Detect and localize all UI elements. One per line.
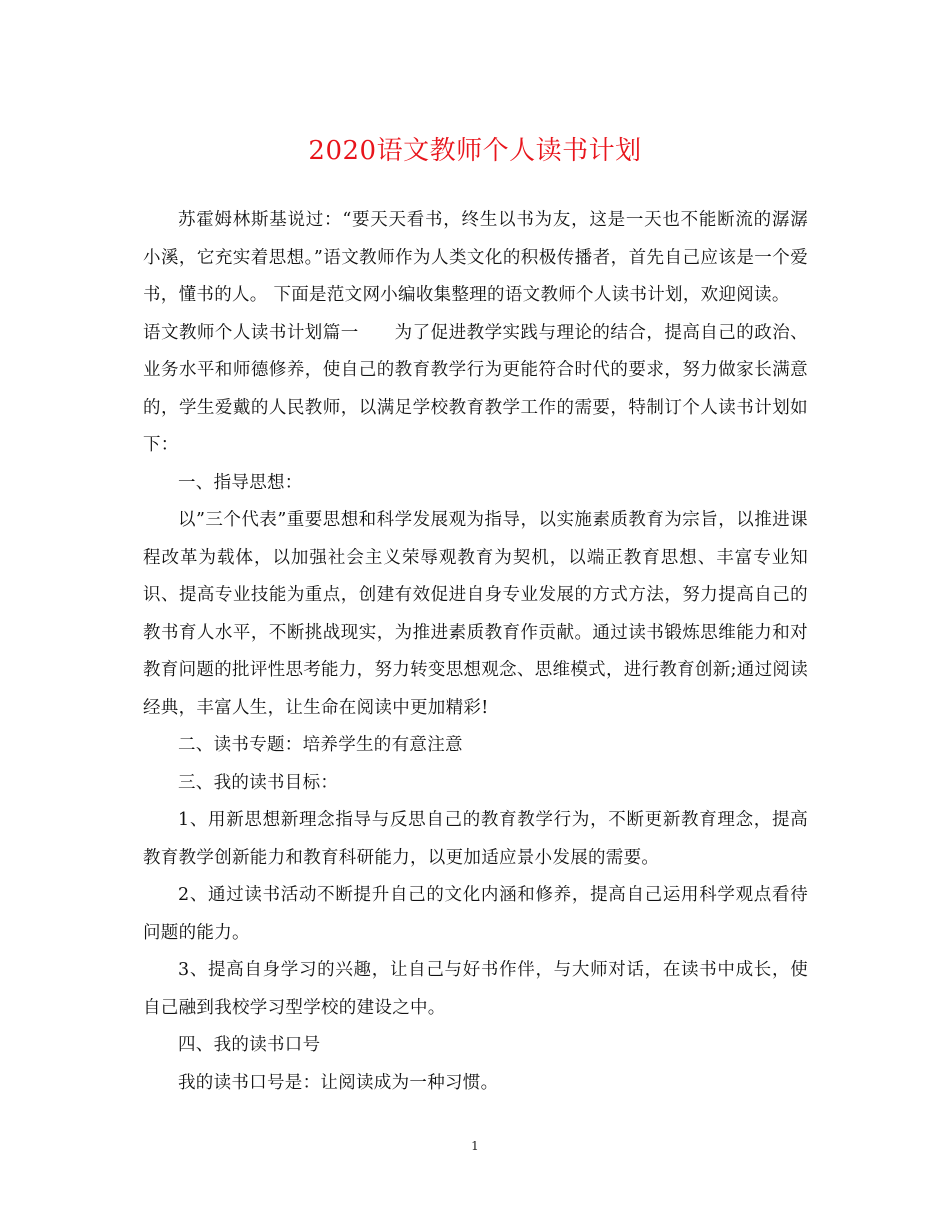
goal-item-2: 2、通过读书活动不断提升自己的文化内涵和修养，提高自己运用科学观点看待问题的能力。 [143,885,808,943]
page-number: 1 [471,1139,479,1153]
goal-item-1: 1、用新思想新理念指导与反思自己的教育教学行为，不断更新教育理念，提高教育教学创新能力和教育科研能力，以更加适应景小发展的需要。 [143,810,808,868]
section-heading-slogan: 四、我的读书口号 [178,1035,321,1055]
document-body [143,202,808,1102]
paragraph-plan-intro: 语文教师个人读书计划篇一 为了促进教学实践与理论的结合，提高自己的政治、业务水平和师德修养，使自己的教育教学行为更能符合时代的要求，努力做家长满意的，学生爱戴的人民教师，以满足学校教育教学工作的需要，特制订个人读书计划如下： [143,322,808,455]
section-heading-guiding-thought: 一、指导思想： [178,472,303,493]
goal-item-3: 3、提高自身学习的兴趣，让自己与好书作伴，与大师对话，在读书中成长，使自己融到我校学习型学校的建设之中。 [143,960,808,1018]
paragraph-guiding-thought: 以”三个代表”重要思想和科学发展观为指导，以实施素质教育为宗旨，以推进课程改革为载体，以加强社会主义荣辱观教育为契机，以端正教育思想、丰富专业知识、提高专业技能为重点，创建有效促进自身专业发展的方式方法，努力提高自己的教书育人水平，不断挑战现实，为推进素质教育作贡献。通过读书锻炼思维能力和对教育问题的批评性思考能力，努力转变思想观念、思维模式，进行教育创新;通过阅读经典，丰富人生，让生命在阅读中更加精彩! [143,510,808,718]
paragraph-slogan: 我的读书口号是：让阅读成为一种习惯。 [178,1072,499,1093]
paragraph-intro: 苏霍姆林斯基说过：“要天天看书，终生以书为友，这是一天也不能断流的潺潺小溪，它充实着思想。”语文教师作为人类文化的积极传播者，首先自己应该是一个爱书，懂书的人。 下面是范文网小编收集整理的语文教师个人读书计划，欢迎阅读。 [143,210,808,305]
section-heading-reading-topic: 二、读书专题：培养学生的有意注意 [178,735,463,755]
document-title: 2020语文教师个人读书计划 [308,136,642,166]
section-heading-reading-goals: 三、我的读书目标： [178,772,339,793]
